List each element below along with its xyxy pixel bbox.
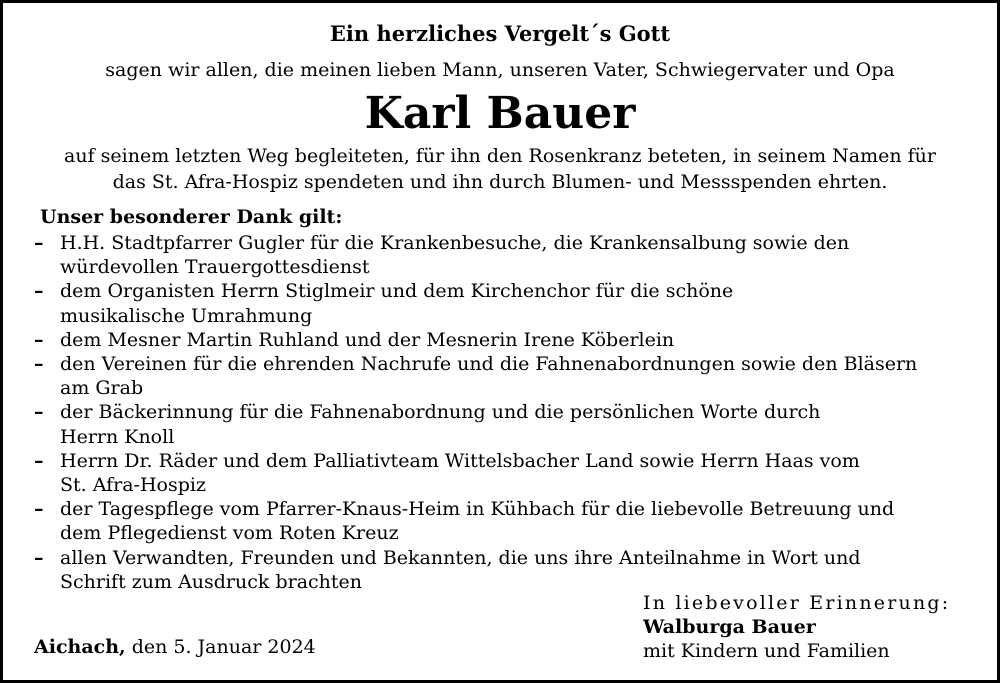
list-item <box>34 400 977 448</box>
item-line: der Tagespflege vom Pfarrer-Knaus-Heim in Kühbach für die liebevolle Betreuung und <box>60 498 895 521</box>
special-thanks-heading: Unser besonderer Dank gilt: <box>40 206 343 228</box>
closing-phrase: In liebevoller Erinnerung: <box>643 592 951 614</box>
deceased-name: Karl Bauer <box>364 88 636 139</box>
list-item <box>34 449 977 497</box>
dash-bullet: – <box>34 546 44 569</box>
thanks-list <box>34 231 977 594</box>
item-line: St. Afra-Hospiz <box>60 474 206 497</box>
dash-bullet: – <box>34 232 44 254</box>
item-line: der Bäckerinnung für die Fahnenabordnung und die persönlichen Worte durch <box>60 401 821 424</box>
list-item <box>34 231 977 279</box>
item-line: am Grab <box>60 377 144 400</box>
signer-name: Walburga Bauer <box>643 616 816 638</box>
notice-heading: Ein herzliches Vergelt´s Gott <box>329 21 671 46</box>
list-item <box>34 352 977 400</box>
thanks-line: das St. Afra-Hospiz spendeten und ihn durch Blumen- und Messspenden ehrten. <box>112 171 888 193</box>
item-line: dem Pflegedienst vom Roten Kreuz <box>60 522 399 545</box>
list-item <box>34 279 977 327</box>
item-line: dem Organisten Herrn Stiglmeir und dem Kirchenchor für die schöne <box>60 280 734 303</box>
dash-bullet: – <box>34 353 44 376</box>
dash-bullet: – <box>34 328 44 351</box>
list-item <box>34 546 977 594</box>
dash-bullet: – <box>34 449 44 472</box>
dash-bullet: – <box>34 498 44 521</box>
place-name: Aichach, <box>34 636 126 658</box>
item-line: musikalische Umrahmung <box>60 304 313 327</box>
item-line: Schrift zum Ausdruck brachten <box>60 570 363 593</box>
item-line: dem Mesner Martin Ruhland und der Mesnerin Irene Köberlein <box>60 328 675 351</box>
notice-intro: sagen wir allen, die meinen lieben Mann, unseren Vater, Schwiegervater und Opa <box>105 59 895 81</box>
dash-bullet: – <box>34 280 44 303</box>
list-item <box>34 328 977 352</box>
thanks-paragraph <box>23 143 977 195</box>
signer-family: mit Kindern und Familien <box>643 640 890 662</box>
dash-bullet: – <box>34 401 44 424</box>
item-line: würdevollen Trauergottesdienst <box>60 256 370 279</box>
notice-date: den 5. Januar 2024 <box>131 636 316 658</box>
item-line: Herrn Dr. Räder und dem Palliativteam Wittelsbacher Land sowie Herrn Haas vom <box>60 449 860 472</box>
item-line: H.H. Stadtpfarrer Gugler für die Krankenbesuche, die Krankensalbung sowie den <box>60 232 850 254</box>
place-date <box>34 635 316 660</box>
thanks-line: auf seinem letzten Weg begleiteten, für ihn den Rosenkranz beteten, in seinem Namen für <box>64 145 936 167</box>
item-line: Herrn Knoll <box>60 425 175 448</box>
item-line: allen Verwandten, Freunden und Bekannten, die uns ihre Anteilnahme in Wort und <box>60 546 861 569</box>
item-line: den Vereinen für die ehrenden Nachrufe und die Fahnenabordnungen sowie den Bläsern <box>60 353 918 376</box>
list-item <box>34 497 977 545</box>
